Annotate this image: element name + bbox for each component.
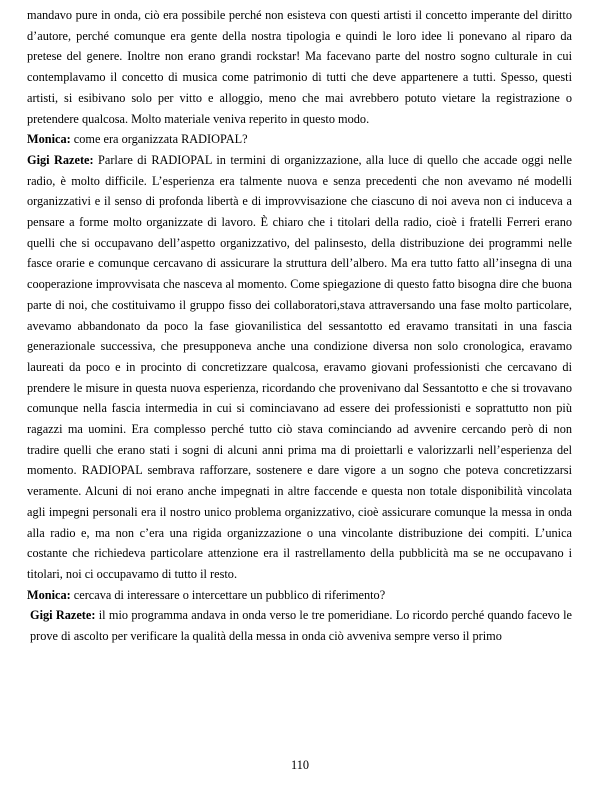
paragraph-2-text: come era organizzata RADIOPAL? bbox=[70, 132, 248, 147]
speaker-monica: Monica: bbox=[27, 587, 71, 602]
paragraph-3 bbox=[27, 150, 572, 585]
page-number: 110 bbox=[291, 758, 309, 772]
speaker-monica: Monica: bbox=[27, 132, 71, 147]
paragraph-5-text: il mio programma andava in onda verso le tre pomeridiane. Lo ricordo perché quando facevo le prove di ascolto per verificare la qualità della messa in onda ciò avveniva sempre verso il primo bbox=[30, 608, 572, 644]
paragraph-1-text: mandavo pure in onda, ciò era possibile perché non esisteva con questi artisti il concetto imperante del diritto d’autore, perché comunque era gente della nostra tipologia e quindi le loro idee li ponevano al riparo da pretese del genere. Inoltre non erano grandi rockstar! Ma facevano parte del nostro sogno culturale in cui contemplavamo il concetto di musica come patrimonio di tutti che deve appartenere a tutti. Spesso, questi artisti, si esibivano solo per vitto e alloggio, meno che mai avrebbero potuto vietare la registrazione o pretendere qualcosa. Molto materiale veniva reperito in questo modo. bbox=[27, 8, 572, 126]
body-text bbox=[27, 5, 572, 647]
paragraph-3-text: Parlare di RADIOPAL in termini di organizzazione, alla luce di quello che accade oggi nelle radio, è molto difficile. L’esperienza era talmente nuova e senza precedenti che non avevamo né modelli organizzativi e il senso di profonda libertà e di improvvisazione che ciascuno di noi aveva non ci induceva a pensare a forme molto organizzate di lavoro. È chiaro che i titolari della radio, cioè i fratelli Ferreri erano quelli che si occupavano dell’aspetto organizzativo, del palinsesto, della distribuzione dei programmi nelle fasce orarie e comunque cercavano di assicurare la struttura dell’albero. Ma era tutto fatto all’insegna di una cooperazione improvvisata che nasceva al momento. Come spiegazione di questo fatto bisogna dire che buona parte di noi, che costituivamo il gruppo fisso dei collaboratori,stava attraversando una fase molto particolare, avevamo abbandonato da poco la fase giovanilistica del sessantotto ed eravamo transitati in una fascia generazionale successiva, che presupponeva anche una condizione diversa non solo cronologica, eravamo laureati da poco e in procinto di concretizzare qualcosa, eravamo giovani professionisti che cercavano di prendere le misure in questa nuova esperienza, ricordando che provenivano dal Sessantotto e che si trovavano comunque nella fascia intermedia in cui si cominciavano ad essere dei professionisti e soprattutto non più ragazzi ma uomini. Era complesso perché tutto ciò stava cominciando ad avvenire cercando però di non tradire quelli che erano stati i sogni di alcuni anni prima ma di proiettarli e valorizzarli nell’esperienza del momento. RADIOPAL sembrava rafforzare, sostenere e dare vigore a un sogno che poteva concretizzarsi veramente. Alcuni di noi erano anche impegnati in altre faccende e questa non totale disponibilità vincolata agli impegni personali era il nostro unico problema organizzativo, cioè assicurare comunque la messa in onda alla radio e, ma non c’era una rigida organizzazione o una vincolante distribuzione dei compiti. L’unica costante che richiedeva particolare attenzione era il rastrellamento della pubblicità ma se ne occupavano i titolari, noi ci occupavamo di tutto il resto. bbox=[27, 152, 572, 581]
paragraph-4 bbox=[27, 585, 572, 606]
speaker-gigi-razete: Gigi Razete: bbox=[27, 152, 94, 167]
paragraph-5 bbox=[27, 605, 572, 646]
paragraph-2 bbox=[27, 129, 572, 150]
paragraph-4-text: cercava di interessare o intercettare un pubblico di riferimento? bbox=[70, 587, 386, 602]
paragraph-1 bbox=[27, 5, 572, 129]
speaker-gigi-razete: Gigi Razete: bbox=[30, 608, 96, 623]
